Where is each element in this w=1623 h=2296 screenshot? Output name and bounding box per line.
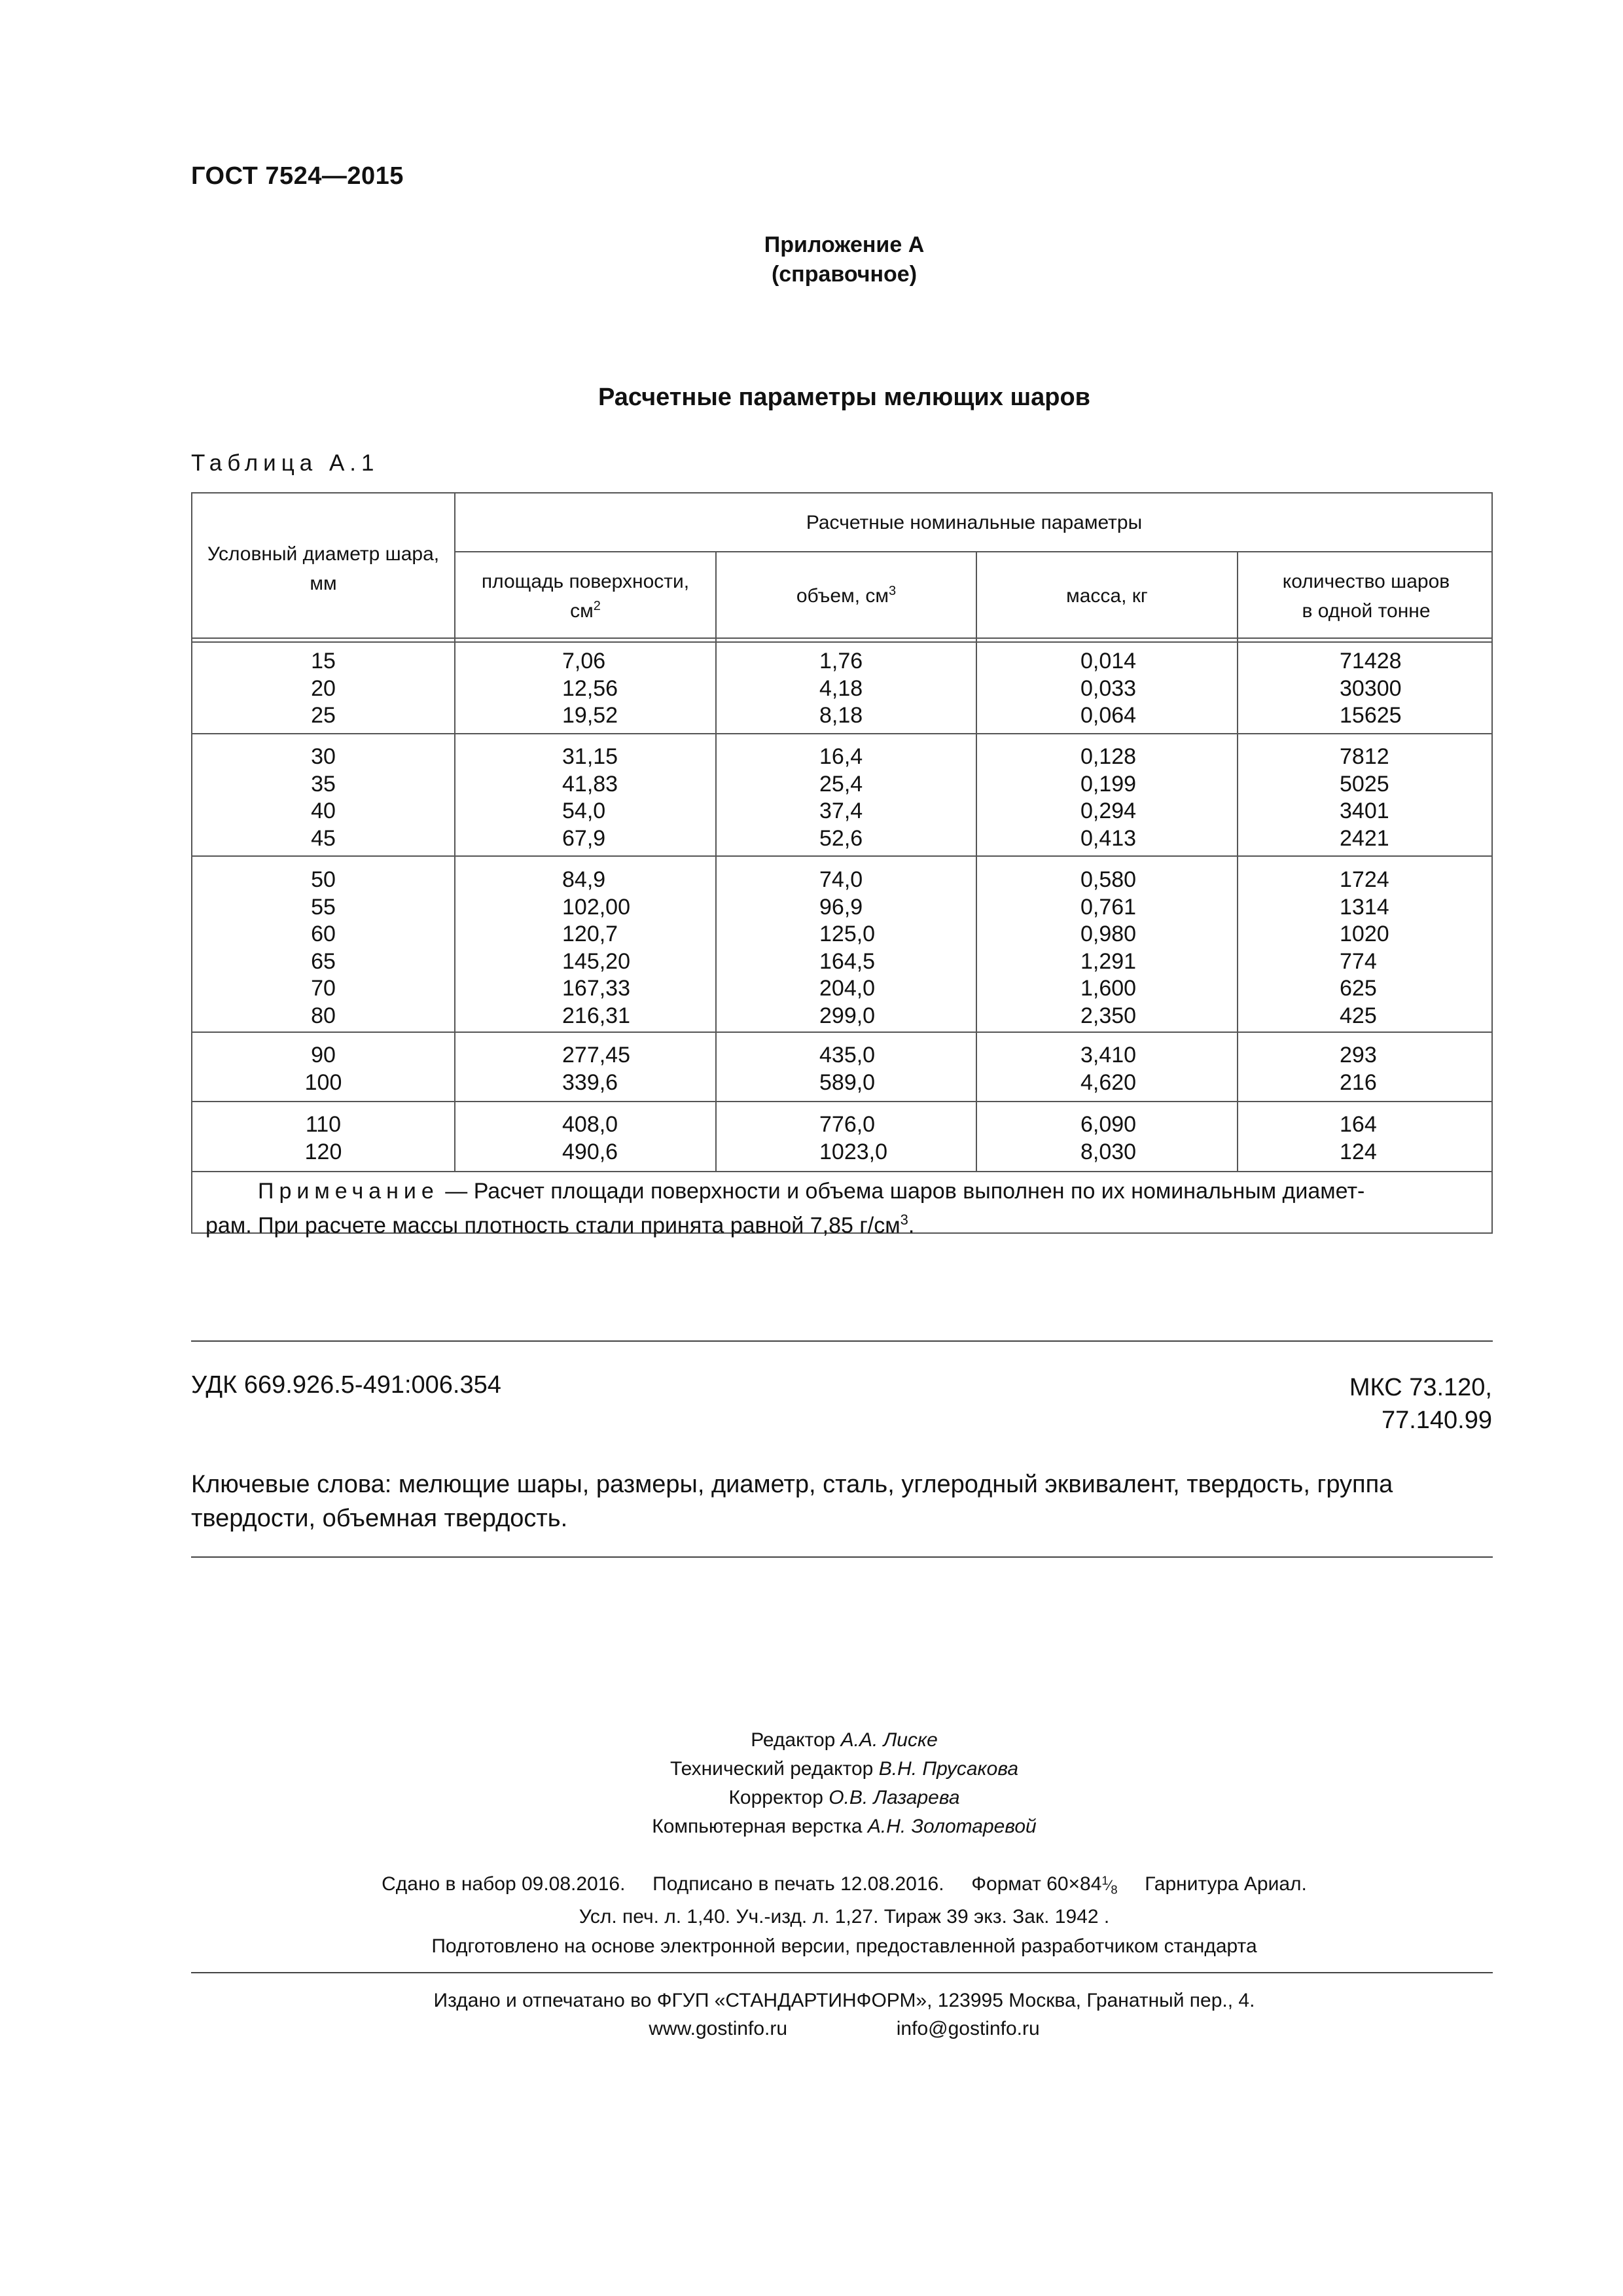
udk-code: УДК 669.926.5-491:006.354 — [191, 1371, 501, 1399]
mks-line2: 77.140.99 — [1381, 1407, 1492, 1434]
imprint-prepared: Подготовлено на основе электронной версии, предоставленной разработчиком стандарта — [431, 1935, 1257, 1957]
header-volume-label: объем, см — [796, 585, 889, 607]
mass-values: 0,014 0,033 0,064 — [1080, 649, 1137, 728]
table-label: Таблица А.1 — [191, 450, 380, 476]
header-count-line2: в одной тонне — [1302, 600, 1431, 622]
website-link[interactable]: www.gostinfo.ru — [649, 2018, 788, 2039]
note-label: Примечание — [258, 1179, 439, 1204]
header-area-unit: см — [570, 600, 594, 622]
mks-line1: МКС 73.120, — [1349, 1374, 1492, 1401]
count-values: 7812 5025 3401 2421 — [1340, 744, 1389, 851]
header-mass: масса, кг — [1066, 585, 1148, 607]
format-denominator: 8 — [1111, 1882, 1118, 1896]
table-divider — [454, 551, 1491, 552]
table-divider — [715, 551, 717, 1171]
tech-editor-name: В.Н. Прусакова — [878, 1758, 1019, 1780]
note-line1: — Расчет площади поверхности и объема шаров выполнен по их номинальным диамет- — [438, 1179, 1365, 1204]
editor-line — [0, 1726, 1623, 1755]
table-title: Расчетные параметры мелющих шаров — [597, 384, 1091, 411]
count-values: 1724 1314 1020 774 625 425 — [1340, 867, 1389, 1028]
diameter-values: 110 120 — [304, 1112, 342, 1164]
volume-values: 1,76 4,18 8,18 — [819, 649, 863, 728]
keywords: Ключевые слова: мелющие шары, размеры, диаметр, сталь, углеродный эквивалент, твердость, группа твердости, объемная твердость. — [191, 1471, 1393, 1532]
signed-date: Подписано в печать 12.08.2016. — [652, 1873, 944, 1895]
table-divider — [192, 1101, 1491, 1102]
mass-values: 0,128 0,199 0,294 0,413 — [1080, 744, 1137, 851]
corrector-label: Корректор — [728, 1787, 823, 1808]
paper-format: Формат 60×84 — [971, 1873, 1102, 1895]
header-count — [1238, 567, 1494, 626]
header-volume-exp: 3 — [889, 584, 897, 598]
diameter-values: 30 35 40 45 — [311, 744, 336, 851]
area-values: 277,45 339,6 — [562, 1043, 630, 1095]
table-divider — [192, 1031, 1491, 1033]
mass-values: 6,090 8,030 — [1080, 1112, 1137, 1164]
count-values: 293 216 — [1340, 1043, 1377, 1095]
diameter-values: 15 20 25 — [311, 649, 336, 728]
document-code: ГОСТ 7524—2015 — [191, 162, 404, 190]
imprint-publisher: Издано и отпечатано во ФГУП «СТАНДАРТИНФОРМ», 123995 Москва, Гранатный пер., 4. — [433, 1990, 1255, 2011]
divider-rule — [191, 1340, 1493, 1342]
table-divider — [192, 641, 1491, 643]
volume-values: 16,4 25,4 37,4 52,6 — [819, 744, 863, 851]
volume-values: 74,0 96,9 125,0 164,5 204,0 299,0 — [819, 867, 876, 1028]
header-area — [455, 567, 715, 626]
header-group: Расчетные номинальные параметры — [806, 512, 1143, 533]
note-exp: 3 — [900, 1211, 908, 1228]
area-values: 31,15 41,83 54,0 67,9 — [562, 744, 618, 851]
table-divider — [192, 733, 1491, 734]
count-values: 164 124 — [1340, 1112, 1377, 1164]
note-end: . — [908, 1213, 915, 1238]
editor-label: Редактор — [751, 1729, 836, 1751]
corrector-line — [0, 1784, 1623, 1812]
area-values: 408,0 490,6 — [562, 1112, 618, 1164]
typeface: Гарнитура Ариал. — [1145, 1873, 1307, 1895]
email-link[interactable]: info@gostinfo.ru — [896, 2018, 1040, 2039]
note-line2: рам. При расчете массы плотность стали принята равной 7,85 г/см — [205, 1213, 901, 1238]
imprint-publication — [0, 1873, 1623, 1897]
mass-values: 0,580 0,761 0,980 1,291 1,600 2,350 — [1080, 867, 1137, 1028]
mks-code — [1283, 1371, 1492, 1437]
editor-name: А.А. Лиске — [840, 1729, 938, 1751]
format-numerator: 1 — [1101, 1873, 1109, 1888]
appendix-title: Приложение А — [764, 232, 925, 257]
parameters-table — [191, 492, 1493, 1238]
table-divider — [976, 551, 977, 1171]
corrector-name: О.В. Лазарева — [829, 1787, 960, 1808]
header-diameter: Условный диаметр шара, мм — [207, 543, 440, 594]
table-divider — [192, 1171, 1491, 1172]
table-note — [205, 1177, 1478, 1240]
diameter-values: 50 55 60 65 70 80 — [311, 867, 336, 1028]
volume-values: 776,0 1023,0 — [819, 1112, 887, 1164]
imprint-sheets: Усл. печ. л. 1,40. Уч.-изд. л. 1,27. Тираж 39 экз. Зак. 1942 . — [579, 1906, 1110, 1928]
format-fraction: $^1⁄_8$ — [1101, 1873, 1118, 1896]
area-values: 84,9 102,00 120,7 145,20 167,33 216,31 — [562, 867, 630, 1028]
diameter-values: 90 100 — [304, 1043, 342, 1095]
tech-editor-line — [0, 1755, 1623, 1784]
tech-editor-label: Технический редактор — [669, 1758, 874, 1780]
header-area-exp: 2 — [593, 599, 601, 613]
table-divider — [192, 637, 1491, 639]
divider-rule — [191, 1972, 1493, 1973]
imprint-contacts — [0, 2018, 1623, 2040]
mass-values: 3,410 4,620 — [1080, 1043, 1137, 1095]
count-values: 71428 30300 15625 — [1340, 649, 1402, 728]
appendix-type: (справочное) — [771, 262, 918, 287]
credits-block — [0, 1726, 1623, 1841]
layout-label: Компьютерная верстка — [652, 1816, 863, 1837]
header-count-line1: количество шаров — [1282, 571, 1450, 592]
layout-name: А.Н. Золотаревой — [867, 1816, 1037, 1837]
typeset-date: Сдано в набор 09.08.2016. — [382, 1873, 626, 1895]
layout-line — [0, 1812, 1623, 1841]
table-divider — [1237, 551, 1238, 1171]
table-divider — [192, 855, 1491, 857]
header-area-label: площадь поверхности, — [481, 571, 690, 592]
area-values: 7,06 12,56 19,52 — [562, 649, 618, 728]
divider-rule — [191, 1556, 1493, 1558]
header-volume — [717, 581, 976, 611]
volume-values: 435,0 589,0 — [819, 1043, 876, 1095]
